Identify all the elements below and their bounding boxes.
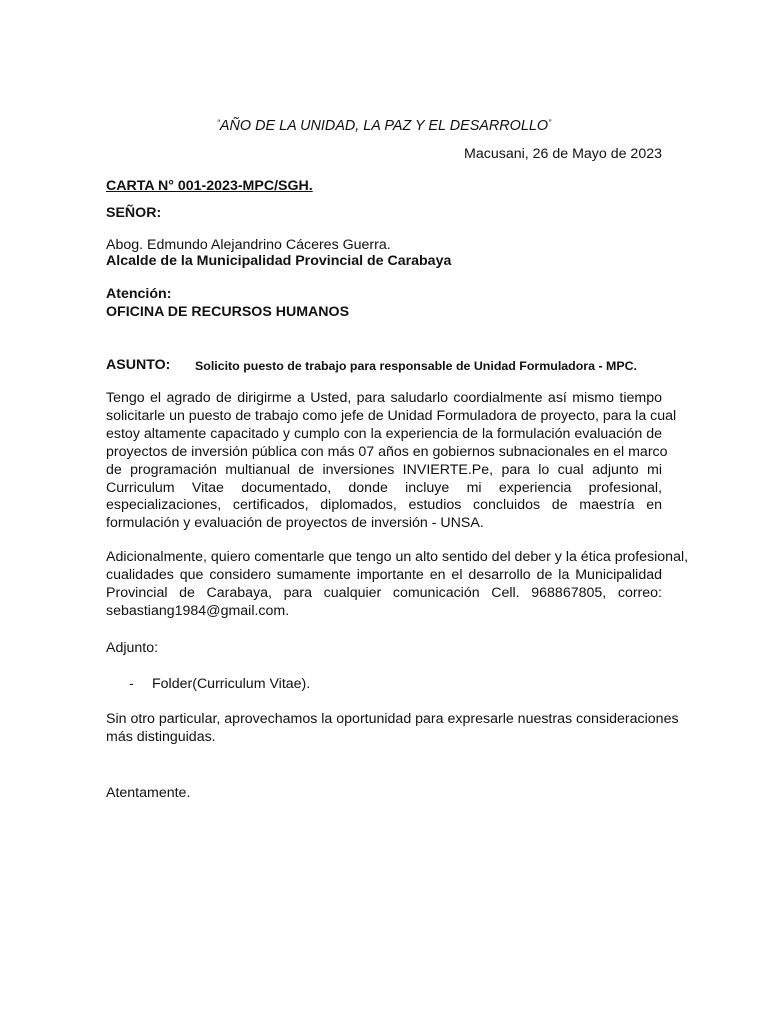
attention-office: OFICINA DE RECURSOS HUMANOS [106, 304, 350, 320]
paragraph-line: Curriculum Vitae documentado, donde incluye mi experiencia profesional, [106, 479, 662, 496]
motto-open-quote: “ [216, 118, 220, 128]
paragraph-line: Tengo el agrado de dirigirme a Usted, para saludarlo coordialmente así mismo tiempo [106, 390, 662, 406]
year-motto [0, 118, 768, 134]
paragraph-line: más distinguidas. [106, 728, 216, 745]
letter-reference: CARTA N° 001-2023-MPC/SGH. [106, 178, 313, 194]
recipient-title: Alcalde de la Municipalidad Provincial de Carabaya [106, 253, 452, 269]
paragraph-line: Sin otro particular, aprovechamos la oportunidad para expresarle nuestras consideraciones [106, 711, 679, 727]
subject-label: ASUNTO: [106, 357, 171, 373]
sign-off: Atentamente. [106, 785, 191, 801]
paragraph-line: formulación y evaluación de proyectos de inversión - UNSA. [106, 515, 484, 532]
paragraph-line: estoy altamente capacitado y cumplo con la experiencia de la formulación evaluación de [106, 425, 662, 442]
attention-label: Atención: [106, 286, 172, 302]
paragraph-line: sebastiang1984@gmail.com. [106, 602, 290, 619]
subject-text: Solicito puesto de trabajo para responsable de Unidad Formuladora - MPC. [195, 359, 638, 373]
motto-close-quote: ” [548, 118, 552, 128]
body-paragraph-1 [106, 390, 677, 533]
body-paragraph-2 [106, 549, 689, 621]
paragraph-line: de programación multianual de inversiones INVIERTE.Pe, para lo cual adjunto mi [106, 461, 662, 478]
paragraph-line: Adicionalmente, quiero comentarle que tengo un alto sentido del deber y la ética profesional, [106, 549, 689, 565]
recipient-name: Abog. Edmundo Alejandrino Cáceres Guerra. [106, 237, 391, 253]
paragraph-line: cualidades que considero sumamente importante en el desarrollo de la Municipalidad [106, 566, 662, 583]
attachment-item: Folder(Curriculum Vitae). [152, 676, 311, 692]
attachment-bullet: - [129, 676, 134, 692]
paragraph-line: solicitarle un puesto de trabajo como jefe de Unidad Formuladora de proyecto, para la cual [106, 407, 677, 424]
place-date: Macusani, 26 de Mayo de 2023 [464, 146, 662, 162]
closing-paragraph [106, 711, 679, 747]
motto-text: AÑO DE LA UNIDAD, LA PAZ Y EL DESARROLLO [219, 118, 549, 134]
salutation-label: SEÑOR: [106, 205, 162, 221]
paragraph-line: proyectos de inversión pública con más 07 años en gobiernos subnacionales en el marco [106, 443, 668, 460]
paragraph-line: especializaciones, certificados, diplomados, estudios concluidos de maestría en [106, 497, 662, 514]
paragraph-line: Provincial de Carabaya, para cualquier comunicación Cell. 968867805, correo: [106, 584, 662, 601]
attachment-label: Adjunto: [106, 640, 159, 656]
